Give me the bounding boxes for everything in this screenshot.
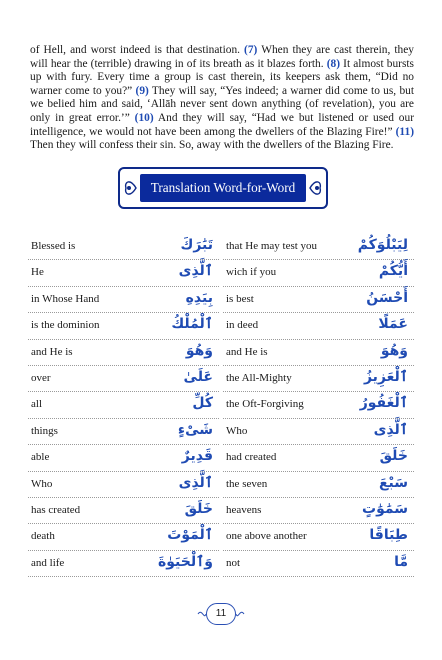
english-gloss: that He may test you [226,240,318,252]
paragraph-text: Then they will confess their sin. So, away with the dwellers of the Blazing Fire. [30,139,394,152]
arabic-word: عَلَىٰ [183,368,213,385]
table-row [223,392,414,418]
english-gloss: in Whose Hand [31,292,100,305]
table-row [28,524,219,550]
arabic-word: ٱلَّذِى [178,474,213,491]
arabic-word: سَمَٰوَٰتٍ [362,500,408,517]
arabic-word: أَحْسَنُ [366,289,408,306]
english-gloss: He [31,266,44,279]
english-gloss: not [226,556,241,569]
english-gloss: things [31,424,58,437]
english-gloss: the All-Mighty [226,371,292,384]
arabic-word: سَبْعَ [378,474,408,491]
table-row [28,551,219,577]
english-gloss: is best [226,292,254,305]
arabic-word: تَبَٰرَكَ [180,237,213,253]
table-row [223,524,414,550]
verse-number: (8) [326,57,341,70]
verse-number: (10) [134,111,154,124]
table-row [28,445,219,471]
english-gloss: death [31,530,55,543]
english-gloss: had created [226,451,277,464]
english-gloss: over [31,371,51,384]
arabic-word: كُلِّ [192,395,213,412]
arabic-word: وَهُوَ [380,342,408,359]
arabic-word: ٱلْغَفُورُ [359,395,408,412]
arabic-word: ٱلْمُلْكُ [171,316,213,333]
arabic-word: ٱلَّذِى [373,421,408,438]
arabic-word: طِبَاقًا [369,527,408,544]
table-row [28,313,219,339]
english-gloss: and life [31,556,65,569]
section-banner [118,167,328,209]
english-gloss: Who [226,424,248,437]
arabic-word: أَيُّكُمْ [378,263,408,280]
paragraph-text: It almost bursts up with fury. Every time a group is cast therein, its keepers ask them, “Did no warner come to you?” [30,57,414,97]
page-number-badge [196,600,246,630]
table-row [223,340,414,366]
translation-paragraph [30,44,414,153]
table-row [223,419,414,445]
english-gloss: Who [31,477,53,490]
english-gloss: is the dominion [31,319,100,332]
table-row [223,551,414,577]
right-column [223,234,414,577]
arabic-word: وَهُوَ [185,342,213,359]
table-row [28,366,219,392]
english-gloss: wich if you [226,266,277,279]
paragraph-text: They will say, “Yes indeed; a warner did come to us, but we belied him and said, ‘Allāh never sent down anything (of revelation), you are only in great error.’” [30,84,415,124]
arabic-word: ٱلْمَوْتَ [167,527,213,544]
table-row [28,287,219,313]
table-row [223,260,414,286]
english-gloss: the Oft-Forgiving [226,398,304,411]
table-row [28,234,219,260]
arabic-word: لِيَبْلُوَكُمْ [357,237,408,253]
verse-number: (9) [135,84,149,97]
arabic-word: ٱلَّذِى [178,263,213,280]
table-row [28,260,219,286]
left-column [28,234,219,577]
table-row [223,472,414,498]
english-gloss: the seven [226,477,268,490]
table-row [223,287,414,313]
arabic-word: خَلَقَ [184,500,213,517]
arabic-word: قَدِيرٌ [181,448,213,465]
arabic-word: مَّا [394,553,408,570]
table-row [28,392,219,418]
arabic-word: عَمَلًا [378,316,408,333]
table-row [28,498,219,524]
paragraph-text: When they are cast therein, they will hear the (terrible) drawing in of its breath as it blazes forth. [30,44,414,70]
paragraph-text: of Hell, and worst indeed is that destination. [30,44,245,56]
english-gloss: and He is [31,345,73,358]
table-row [223,313,414,339]
arabic-word: خَلَقَ [379,448,408,465]
english-gloss: all [31,398,42,411]
table-row [28,340,219,366]
banner-title: Translation Word-for-Word [140,174,306,202]
table-row [28,419,219,445]
arabic-word: بِيَدِهِ [185,289,213,306]
verse-number: (11) [395,125,414,138]
ornament-left-icon [122,176,138,200]
english-gloss: Blessed is [31,240,76,252]
english-gloss: heavens [226,503,262,516]
english-gloss: in deed [226,319,259,332]
english-gloss: able [31,451,50,464]
paragraph-text: And they will say, “Had we but listened or used our intelligence, we would not have been among the dwellers of the Blazing Fire!” [30,111,414,138]
ornament-right-icon [308,176,324,200]
table-row [223,366,414,392]
arabic-word: شَىْءٍ [177,421,213,438]
table-row [223,234,414,260]
english-gloss: and He is [226,345,268,358]
english-gloss: one above another [226,530,307,543]
verse-number: (7) [244,44,258,56]
arabic-word: ٱلْعَزِيزُ [363,368,408,385]
page-number: 11 [206,603,236,625]
arabic-word: وَٱلْحَيَوٰةَ [157,553,213,570]
table-row [223,445,414,471]
table-row [223,498,414,524]
table-row [28,472,219,498]
english-gloss: has created [31,503,81,516]
